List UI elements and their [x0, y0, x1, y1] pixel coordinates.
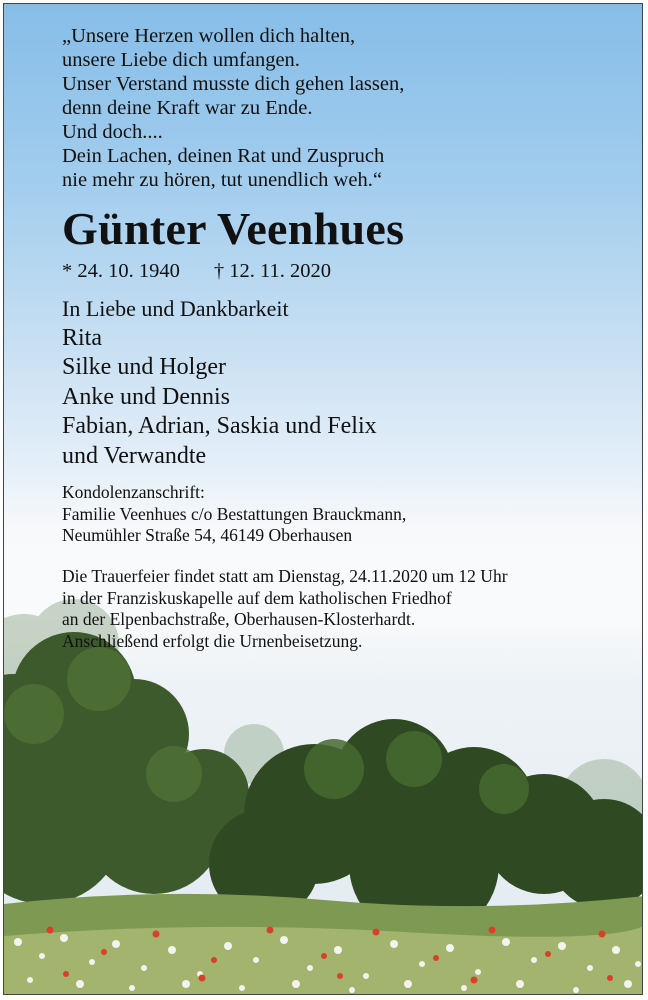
service-line: Die Trauerfeier findet statt am Dienstag, 24.11.2020 um 12 Uhr [62, 566, 508, 586]
poem-line: Dein Lachen, deinen Rat und Zuspruch [62, 145, 385, 167]
dedication-line: In Liebe und Dankbarkeit [62, 296, 289, 321]
poem-line: denn deine Kraft war zu Ende. [62, 97, 313, 119]
service-line: an der Elpenbachstraße, Oberhausen-Klosterhardt. [62, 609, 416, 629]
condolence-line: Familie Veenhues c/o Bestattungen Brauckmann, [62, 503, 407, 524]
poem-line: unsere Liebe dich umfangen. [62, 49, 300, 71]
condolence-address [62, 482, 406, 547]
mourner-name: und Verwandte [62, 442, 207, 469]
service-line: in der Franziskuskapelle auf dem katholischen Friedhof [62, 587, 452, 608]
birth-date: * 24. 10. 1940 [62, 260, 180, 282]
mourner-name: Fabian, Adrian, Saskia und Felix [62, 413, 377, 439]
mourner-name: Anke und Dennis [62, 383, 230, 410]
poem-line: „Unsere Herzen wollen dich halten, [62, 25, 356, 47]
funeral-service-info [62, 566, 508, 652]
service-line: Anschließend erfolgt die Urnenbeisetzung. [62, 630, 363, 651]
death-date: † 12. 11. 2020 [213, 260, 331, 282]
poem-line: Unser Verstand musste dich gehen lassen, [62, 73, 405, 95]
memorial-poem [62, 24, 404, 192]
obituary-notice [3, 3, 643, 995]
poem-line: Und doch.... [62, 121, 163, 143]
deceased-name: Günter Veenhues [62, 203, 405, 254]
life-dates [62, 260, 331, 283]
condolence-heading: Kondolenzanschrift: [62, 482, 205, 502]
condolence-line: Neumühler Straße 54, 46149 Oberhausen [62, 525, 353, 545]
mourners-list [62, 294, 377, 471]
mourner-name: Rita [62, 324, 102, 351]
poem-line: nie mehr zu hören, tut unendlich weh.“ [62, 169, 382, 191]
mourner-name: Silke und Holger [62, 354, 226, 380]
